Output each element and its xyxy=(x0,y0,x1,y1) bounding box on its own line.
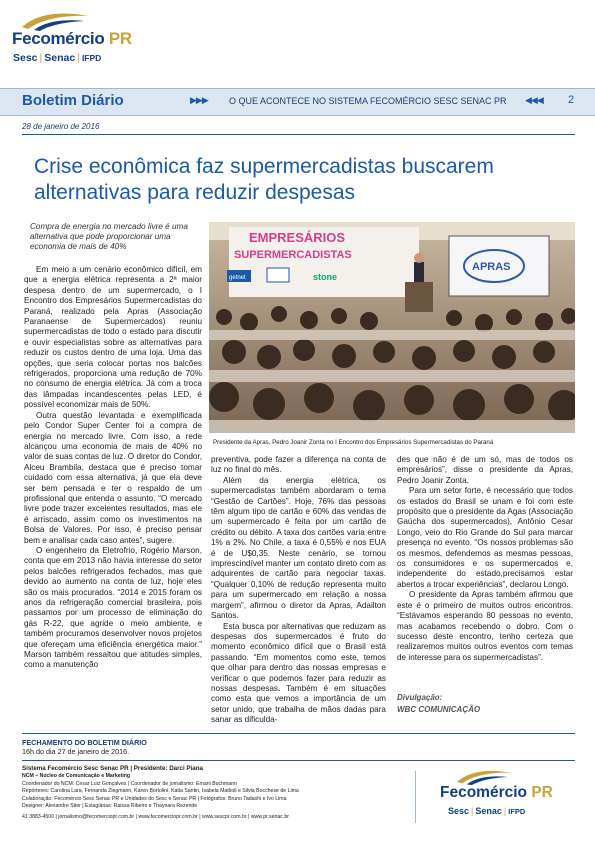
paragraph: O engenheiro da Eletrofrio, Rogério Marson, conta que em 2013 não havia interesse do setor pelos balcões refrigerados fechados, mas que devido ao aumento na conta de luz, hoje eles são os mais procurados. “2014 e 2015 foram os anos da refrigeração comercial brasileira, pois passamos por um processo de eliminação do gás R-22, que agride o meio ambiente, e também procuramos desenvolver novos projetos que ofereçam uma eficiência energética maior.” Marson também ressaltou que atitudes simples, como a manutenção xyxy=(24,545,202,670)
credits-line: Colaboração: Fecomércio Sesc Senac PR e Unidades do Sesc e Senac PR | Fotógrafos: Bruno Tadashi e Ivo Lima xyxy=(22,795,287,802)
fecomercio-logo-footer xyxy=(440,770,580,830)
paragraph: des que não é de um só, mas de todos os empresários”, disse o presidente da Apras, Pedro Joanir Zonta. xyxy=(397,455,573,485)
page-number: 2 xyxy=(568,94,575,106)
credits-line: Coordenador do NCM: Cesar Luiz Gonçalves | Coordenador de jornalismo: Emani Buchmann xyxy=(22,780,238,787)
photo-credit-name: WBC COMUNICAÇÃO xyxy=(397,705,481,714)
bulletin-banner xyxy=(0,88,595,116)
credits-line: Designer: Alexandre Stier | Estagiárias: Raissa Ribeiro e Thaynara Rezende xyxy=(22,803,198,809)
divider xyxy=(22,760,575,761)
screen-text: EMPRESÁRIOS xyxy=(249,230,346,245)
bulletin-subtitle: O QUE ACONTECE NO SISTEMA FECOMÉRCIO SESC SENAC PR xyxy=(229,96,507,106)
closing-title: FECHAMENTO DO BOLETIM DIÁRIO xyxy=(22,738,147,747)
credits-contact: 41 3883-4500 | jornalismo@fecomerciopr.com.br | www.fecomerciopr.com.br | www.sescpr.com.br | www.pr.senac.br xyxy=(22,813,289,820)
paragraph: Além da energia elétrica, os supermercadistas também abordaram o tema “Gestão de Cartões”. Hoje, 76% das pessoas têm algum tipo de cartão e 60% das vendas de um supermercado é feita por um cartão de crédito ou débito. A taxa dos cartões varia entre 1% a 2%. No Chile, a taxa é 0,55% e nos EUA é de U$0,35. Neste cenário, se tornou imprescindível manter um contato direto com as adquirentes de cartão para negociar taxas. “Qualquer 0,10% de redução representa muito para um supermercado em relação a nossa margem”, afirmou o diretor da Apras, Adailton Santos. xyxy=(211,475,386,621)
screen-text: SUPERMERCADISTAS xyxy=(234,249,352,261)
credits-line: Sistema Fecomércio Sesc Senac PR | Presidente: Darci Piana xyxy=(22,765,203,772)
brand-subtitle: Sesc | Senac | IFPD xyxy=(448,806,526,816)
paragraph: preventiva, pode fazer a diferença na conta de luz no final do mês. xyxy=(211,455,386,475)
divider xyxy=(22,134,575,135)
paragraph: Outra questão levantada e exemplificada pelo Condor Super Center foi a compra de energia no mercado livre. Com isso, a rede alcançou uma economia de mais de 40% no valor de suas contas de luz. O diretor do Condor, Alceu Brambila, destaca que é preciso tomar cuidado com essa alternativa, já que ela deve ser bem pensada e ter o respaldo de um profissional que entenda o assunto. “O mercado livre pode trazer excelentes resultados, mas ele é arriscado, assim como os investimentos na Bolsa de Valores. Por isso, é preciso pensar bem e analisar cada caso antes”, sugere. xyxy=(24,410,202,545)
paragraph: Para um setor forte, é necessário que todos os estados do Brasil se unam e foi com este propósito que o presidente da Agas (Associação Gaúcha dos supermercados), Antônio Cesar Longo, veio do Rio Grande do Sul para marcar presença no evento. “Os nossos problemas são os mesmos, defendemos as mesmas pessoas, os consumidores e os supermercados e, independente do estado,precisamos estar abertos a trocar experiências”, declarou Longo. xyxy=(397,486,573,589)
apras-sign: APRAS xyxy=(472,261,511,273)
paragraph: Em meio a um cenário econômico difícil, em que a energia elétrica representa a 2ª maior despesa dentro de um supermercado, o I Encontro dos Empresários Supermercadistas do Paraná, realizado pela Apras (Associação Paranaense de Supermercados) reuniu supermercadistas de todo o estado para discutir e ouvir especialistas sobre as alternativas para reduzir os custos dentro de uma loja. Uma das opções, que seria colocar portas nos balcões refrigerados, proporciona uma redução de 70% no consumo de energia elétrica. Já com a troca das lâmpadas incandescentes pelas LED, é possível economizar mais de 50%. xyxy=(24,265,202,410)
brand-name: Fecomércio PR xyxy=(12,29,132,48)
arrows-left-icon: ◀◀◀ xyxy=(525,95,543,105)
brand-subtitle: Sesc | Senac | IFPD xyxy=(13,52,102,64)
closing-time: 16h do dia 27 de janeiro de 2016. xyxy=(22,747,130,756)
bulletin-title: Boletim Diário xyxy=(22,92,124,109)
article-column-3 xyxy=(397,455,573,663)
paragraph: Esta busca por alternativas que reduzam as despesas dos supermercados é fruto do momento econômico difícil que o Brasil está passando. “Em momentos como este, temos que olhar para dentro das nossas empresas e verificar o que podemos fazer para reduzir as nossas despesas. Também é em situações como esta que vemos a importância de um setor unido, que trabalha de mãos dadas para sanar as dificulda- xyxy=(211,621,386,725)
divider xyxy=(415,771,416,823)
event-photo-illustration xyxy=(209,222,575,433)
photo-caption: Presidente da Apras, Pedro Joanir Zonta no I Encontro dos Empresários Supermercadistas do Paraná xyxy=(213,439,494,446)
arrows-right-icon: ▶▶▶ xyxy=(190,95,208,105)
article-headline: Crise econômica faz supermercadistas buscarem alternativas para reduzir despesas xyxy=(34,155,494,204)
credits-line: Repórteres: Carolina Lara, Fernanda Ziegmann, Karen Bortolini, Katia Santin, Isabela Mattioli e Silvia Bocchese de Lima xyxy=(22,788,299,794)
event-photo xyxy=(209,222,575,433)
divider xyxy=(22,733,575,734)
brand-name: Fecomércio PR xyxy=(440,784,553,801)
photo-credit-label: Divulgação: xyxy=(397,693,443,702)
credits-block xyxy=(22,764,442,821)
paragraph: O presidente da Apras também afirmou que este é o primeiro de muitos outros encontros. “Estávamos esperando 80 pessoas no evento, mas acabamos recebendo o dobro. Com o sucesso deste encontro, tenho certeza que realizaremos muitos outros eventos com temas de interesse para os supermercadistas”. xyxy=(397,590,573,662)
article-column-1 xyxy=(24,265,202,671)
issue-date: 28 de janeiro de 2016 xyxy=(22,122,100,131)
article-lead: Compra de energia no mercado livre é uma alternativa que pode proporcionar uma economia de mais de 40% xyxy=(30,222,188,251)
fecomercio-logo xyxy=(12,10,162,70)
sponsor-logo: getnet xyxy=(229,275,246,281)
credits-line: NCM – Núcleo de Comunicação e Marketing xyxy=(22,773,131,779)
article-column-2 xyxy=(211,455,386,726)
sponsor-logo: stone xyxy=(313,272,338,282)
